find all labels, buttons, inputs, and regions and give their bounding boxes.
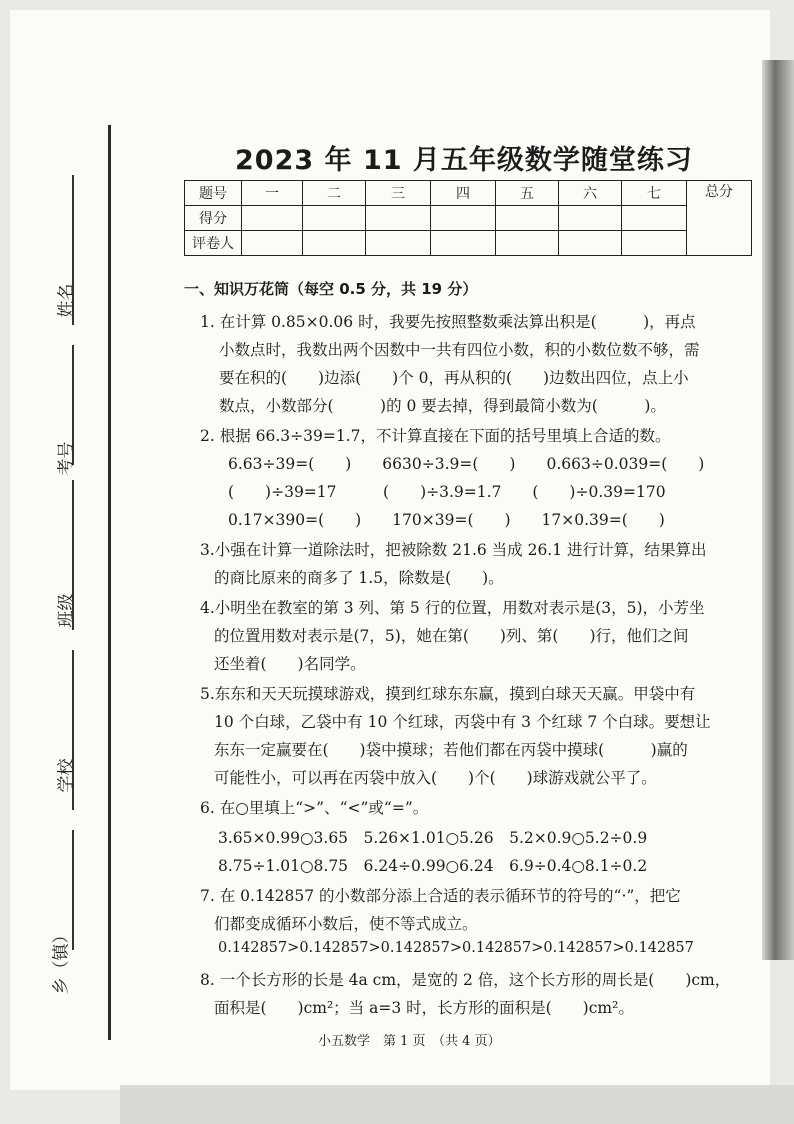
header-cell: 二 [303, 181, 366, 206]
header-cell: 题号 [185, 181, 242, 206]
question-line: 小数点时，我数出两个因数中一共有四位小数，积的小数位数不够，需 [219, 341, 700, 359]
header-cell: 七 [622, 181, 687, 206]
score-row-label: 得分 [185, 206, 242, 231]
header-cell: 三 [366, 181, 431, 206]
name-label: 姓名 [56, 283, 77, 318]
header-cell: 一 [242, 181, 303, 206]
question-line: 5.东东和天天玩摸球游戏，摸到红球东东赢，摸到白球天天赢。甲袋中有 [200, 685, 696, 703]
question-line: 可能性小，可以再在丙袋中放入( )个( )球游戏就公平了。 [214, 769, 657, 787]
score-row [185, 206, 752, 231]
total-score-cell: 总分 [687, 181, 752, 256]
question-line: 6.63÷39=( ) 6630÷3.9=( ) 0.663÷0.039=( ) [228, 455, 705, 473]
question-line: 要在积的( )边添( )个 0，再从积的( )边数出四位，点上小 [219, 369, 689, 387]
section-heading: 一、知识万花筒（每空 0.5 分，共 19 分） [184, 280, 478, 298]
question-line: 2. 根据 66.3÷39=1.7，不计算直接在下面的括号里填上合适的数。 [200, 427, 671, 445]
page-footer: 小五数学 第 1 页 （共 4 页） [318, 1034, 501, 1049]
question-line: 3.小强在计算一道除法时，把被除数 21.6 当成 26.1 进行计算，结果算出 [200, 541, 707, 559]
exam-no-label: 考号 [56, 441, 77, 476]
question-line: 8.75÷1.01○8.75 6.24÷0.99○6.24 6.9÷0.4○8.1÷0.2 [218, 857, 648, 875]
question-line: 7. 在 0.142857 的小数部分添上合适的表示循环节的符号的“·”，把它 [200, 887, 681, 905]
question-line: 6. 在○里填上“>”、“<”或“=”。 [200, 799, 429, 817]
page-shadow [762, 60, 794, 960]
question-line: 0.17×390=( ) 170×39=( ) 17×0.39=( ) [228, 511, 665, 529]
paper-bottom-edge [120, 1085, 794, 1124]
binding-line [108, 125, 111, 1040]
header-cell: 六 [559, 181, 622, 206]
header-cell: 四 [431, 181, 496, 206]
question-line: ( )÷39=17 ( )÷3.9=1.7 ( )÷0.39=170 [228, 483, 666, 501]
question-line: 们都变成循环小数后，使不等式成立。 [214, 915, 478, 933]
question-line: 还坐着( )名同学。 [214, 655, 366, 673]
question-line: 数点，小数部分( )的 0 要去掉，得到最简小数为( )。 [219, 397, 666, 415]
town-label: 乡（镇） [51, 926, 72, 995]
question-line: 3.65×0.99○3.65 5.26×1.01○5.26 5.2×0.9○5.2÷0.9 [218, 829, 648, 847]
question-line: 面积是( )cm²；当 a=3 时，长方形的面积是( )cm²。 [214, 999, 634, 1017]
question-line: 1. 在计算 0.85×0.06 时，我要先按照整数乘法算出积是( )，再点 [200, 313, 696, 331]
question-line: 东东一定赢要在( )袋中摸球；若他们都在丙袋中摸球( )赢的 [214, 741, 688, 759]
school-label: 学校 [56, 758, 77, 793]
score-table [184, 180, 752, 256]
grader-row-label: 评卷人 [185, 231, 242, 256]
question-line: 4.小明坐在教室的第 3 列、第 5 行的位置，用数对表示是(3，5)，小芳坐 [200, 599, 705, 617]
question-line: 8. 一个长方形的长是 4a cm，是宽的 2 倍，这个长方形的周长是( )cm， [200, 971, 731, 989]
question-line: 的商比原来的商多了 1.5，除数是( )。 [214, 569, 504, 587]
header-cell: 五 [496, 181, 559, 206]
question-line: 10 个白球，乙袋中有 10 个红球，丙袋中有 3 个红球 7 个白球。要想让 [214, 713, 711, 731]
question-line: 0.142857>0.142857>0.142857>0.142857>0.142857>0.142857 [218, 940, 694, 956]
town-blank-line [72, 830, 74, 950]
class-label: 班级 [56, 593, 77, 628]
grader-row [185, 231, 752, 256]
question-line: 的位置用数对表示是(7，5)，她在第( )列、第( )行，他们之间 [214, 627, 689, 645]
page-title: 2023 年 11 月五年级数学随堂练习 [235, 145, 693, 176]
score-table-header-row [185, 181, 752, 206]
